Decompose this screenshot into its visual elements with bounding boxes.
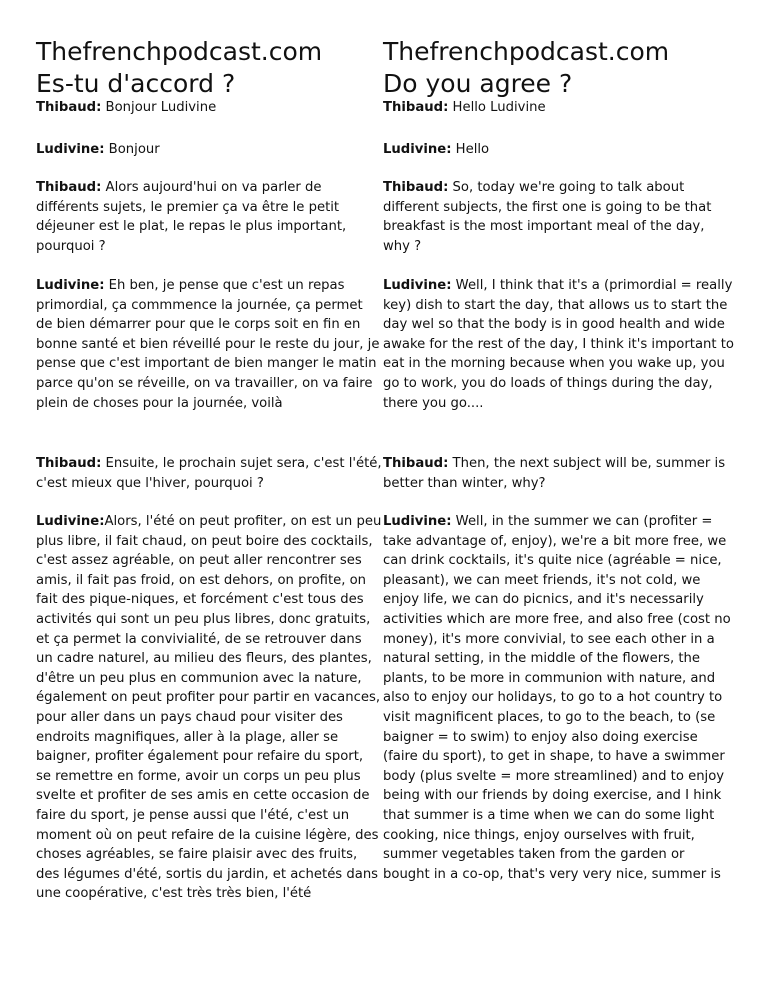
paragraph-text: Alors aujourd'hui on va parler de différents sujets, le premier ça va être le petit déjeuner est le plat, le repas le plus important, pourquoi ? bbox=[36, 180, 347, 254]
english-title-site: Thefrenchpodcast.com bbox=[383, 37, 670, 66]
paragraph-text: Hello bbox=[451, 142, 490, 157]
paragraph-text: Then, the next subject will be, summer is better than winter, why? bbox=[383, 456, 726, 491]
speaker-label: Thibaud: bbox=[36, 100, 102, 115]
paragraph-text: Hello Ludivine bbox=[448, 100, 546, 115]
french-paragraph-1 bbox=[36, 98, 216, 118]
paragraph-text: Alors, l'été on peut profiter, on est un peu plus libre, il fait chaud, on peut boire des cocktails, c'est assez agréable, on peut aller rencontrer ses amis, il fait pas froid, on est dehors, on profite, on fait des pique-niques, et forcément c'est tous des activités qui sont un peu plus libres, donc gratuits, et ça permet la convivialité, de se retrouver dans un cadre naturel, au milieu des fleurs, des plantes, d'être un peu plus en communion avec la nature, également on peut profiter pour partir en vacances, pour aller dans un pays chaud pour visiter des endroits magnifiques, aller à la plage, aller se baigner, profiter également pour refaire du sport, se remettre en forme, avoir un corps un peu plus svelte et profiter de ses amis en cette occasion de faire du sport, je pense aussi que l'été, c'est un moment où on peut refaire de la cuisine légère, des choses agréables, se faire plaisir avec des fruits, des légumes d'été, sortis du jardin, et achetés dans une coopérative, c'est très très bien, l'été bbox=[36, 514, 382, 902]
paragraph-text: Well, I think that it's a (primordial = really key) dish to start the day, that allows us to start the day wel so that the body is in good health and wide awake for the rest of the day, I think it's important to eat in the morning because when you wake up, you go to work, you do loads of things during the day, there you go.... bbox=[383, 278, 735, 411]
speaker-label: Thibaud: bbox=[383, 180, 449, 195]
french-paragraph-2 bbox=[36, 140, 160, 160]
speaker-label: Thibaud: bbox=[383, 456, 449, 471]
french-title-sub: Es-tu d'accord ? bbox=[36, 69, 236, 98]
english-paragraph-3 bbox=[383, 178, 735, 256]
speaker-label: Ludivine: bbox=[36, 142, 105, 157]
french-column bbox=[36, 36, 382, 902]
english-paragraph-4 bbox=[383, 276, 735, 413]
speaker-label: Thibaud: bbox=[36, 180, 102, 195]
english-paragraph-5 bbox=[383, 454, 735, 493]
paragraph-text: Bonjour bbox=[104, 142, 160, 157]
speaker-label: Thibaud: bbox=[36, 456, 102, 471]
french-paragraph-5 bbox=[36, 454, 382, 493]
paragraph-text: Bonjour Ludivine bbox=[101, 100, 217, 115]
speaker-label: Ludivine: bbox=[383, 278, 452, 293]
english-title bbox=[383, 36, 735, 100]
french-paragraph-3 bbox=[36, 178, 382, 256]
speaker-label: Ludivine: bbox=[383, 142, 452, 157]
french-paragraph-4 bbox=[36, 276, 382, 413]
english-paragraph-1 bbox=[383, 98, 546, 118]
speaker-label: Ludivine: bbox=[383, 514, 452, 529]
french-title bbox=[36, 36, 382, 100]
paragraph-text: Ensuite, le prochain sujet sera, c'est l'été, c'est mieux que l'hiver, pourquoi ? bbox=[36, 456, 382, 491]
english-title-sub: Do you agree ? bbox=[383, 69, 573, 98]
speaker-label: Thibaud: bbox=[383, 100, 449, 115]
french-title-site: Thefrenchpodcast.com bbox=[36, 37, 323, 66]
speaker-label: Ludivine: bbox=[36, 514, 105, 529]
speaker-label: Ludivine: bbox=[36, 278, 105, 293]
english-column bbox=[383, 36, 735, 882]
paragraph-text: So, today we're going to talk about different subjects, the first one is going to be that breakfast is the most important meal of the day, why ? bbox=[383, 180, 712, 254]
paragraph-text: Eh ben, je pense que c'est un repas primordial, ça commmence la journée, ça permet de bien démarrer pour que le corps soit en fin en bonne santé et bien réveillé pour le reste du jour, je pense que c'est important de bien manger le matin parce qu'on se réveille, on va travailler, on va faire plein de choses pour la journée, voilà bbox=[36, 278, 380, 411]
paragraph-text: Well, in the summer we can (profiter = take advantage of, enjoy), we're a bit more free, we can drink cocktails, it's quite nice (agréable = nice, pleasant), we can meet friends, it's not cold, we enjoy life, we can do picnics, and it's necessarily activities which are more free, and also free (cost no money), it's more convivial, to see each other in a natural setting, in the middle of the flowers, the plants, to be more in communion with nature, and also to enjoy our holidays, to go to a hot country to visit magnificent places, to go to the beach, to (se baigner = to swim) to enjoy also doing exercise (faire du sport), to get in shape, to have a swimmer body (plus svelte = more streamlined) and to enjoy being with our friends by doing exercise, and I hink that summer is a time when we can do some light cooking, nice things, enjoy ourselves with fruit, summer vegetables taken from the garden or bought in a co-op, that's very very nice, summer is bbox=[383, 514, 731, 882]
english-paragraph-2 bbox=[383, 140, 489, 160]
english-paragraph-6 bbox=[383, 512, 735, 884]
french-paragraph-6 bbox=[36, 512, 382, 904]
